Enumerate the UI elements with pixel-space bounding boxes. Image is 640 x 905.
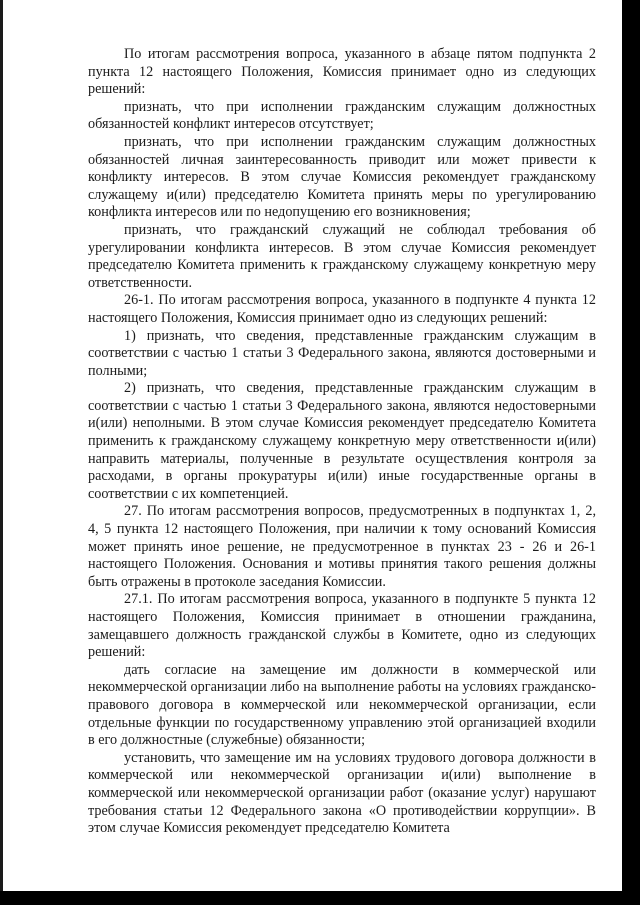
paragraph-decisions-intro: По итогам рассмотрения вопроса, указанного в абзаце пятом подпункта 2 пункта 12 настоящего Положения, Комиссия принимает одно из следующих решений:	[88, 46, 596, 98]
paragraph-26-1-item-2: 2) признать, что сведения, представленные гражданским служащим в соответствии с частью 1 статьи 3 Федерального закона, являются недостоверными и(или) неполными. В этом случае Комиссия рекомендует председателю Комитета применить к гражданскому служащему конкретную меру ответственности и(или) направить материалы, полученные в результате осуществления контроля за расходами, в органы прокуратуры и(или) иные государственные органы в соответствии с их компетенцией.	[88, 380, 596, 502]
paragraph-consent: дать согласие на замещение им должности в коммерческой или некоммерческой организации либо на выполнение работы на условиях гражданско-правового договора в коммерческой или некоммерческой организации, если отдельные функции по государственному управлению этой организацией входили в его должностные (служебные) обязанности;	[88, 661, 596, 749]
scan-edge-left	[0, 0, 3, 905]
paragraph-establish-violation: установить, что замещение им на условиях трудового договора должности в коммерческой или некоммерческой организации и(или) выполнение в коммерческой или некоммерческой организации работ (оказание услуг) нарушают требования статьи 12 Федерального закона «О противодействии коррупции». В этом случае Комиссия рекомендует председателю Комитета	[88, 749, 596, 837]
paragraph-27-1: 27.1. По итогам рассмотрения вопроса, указанного в подпункте 5 пункта 12 настоящего Положения, Комиссия принимает в отношении гражданина, замещавшего должность гражданской службы в Комитете, одно из следующих решений:	[88, 591, 596, 661]
paragraph-conflict-possible: признать, что при исполнении гражданским служащим должностных обязанностей личная заинтересованность приводит или может привести к конфликту интересов. В этом случае Комиссия рекомендует гражданскому служащему и(или) председателю Комитета принять меры по урегулированию конфликта интересов или по недопущению его возникновения;	[88, 133, 596, 221]
paragraph-27: 27. По итогам рассмотрения вопросов, предусмотренных в подпунктах 1, 2, 4, 5 пункта 12 настоящего Положения, при наличии к тому оснований Комиссия может принять иное решение, не предусмотренное в пунктах 23 - 26 и 26-1 настоящего Положения. Основания и мотивы принятия такого решения должны быть отражены в протоколе заседания Комиссии.	[88, 503, 596, 590]
paragraph-no-conflict: признать, что при исполнении гражданским служащим должностных обязанностей конфликт интересов отсутствует;	[88, 98, 596, 133]
scan-edge-bottom	[0, 891, 640, 905]
document-body	[88, 46, 596, 838]
paragraph-requirements-violated: признать, что гражданский служащий не соблюдал требования об урегулировании конфликта интересов. В этом случае Комиссия рекомендует председателю Комитета применить к гражданскому служащему конкретную меру ответственности.	[88, 221, 596, 291]
scan-edge-right	[622, 0, 640, 905]
paragraph-26-1: 26-1. По итогам рассмотрения вопроса, указанного в подпункте 4 пункта 12 настоящего Положения, Комиссия принимает одно из следующих решений:	[88, 292, 596, 326]
paragraph-26-1-item-1: 1) признать, что сведения, представленные гражданским служащим в соответствии с частью 1 статьи 3 Федерального закона, являются достоверными и полными;	[88, 327, 596, 379]
